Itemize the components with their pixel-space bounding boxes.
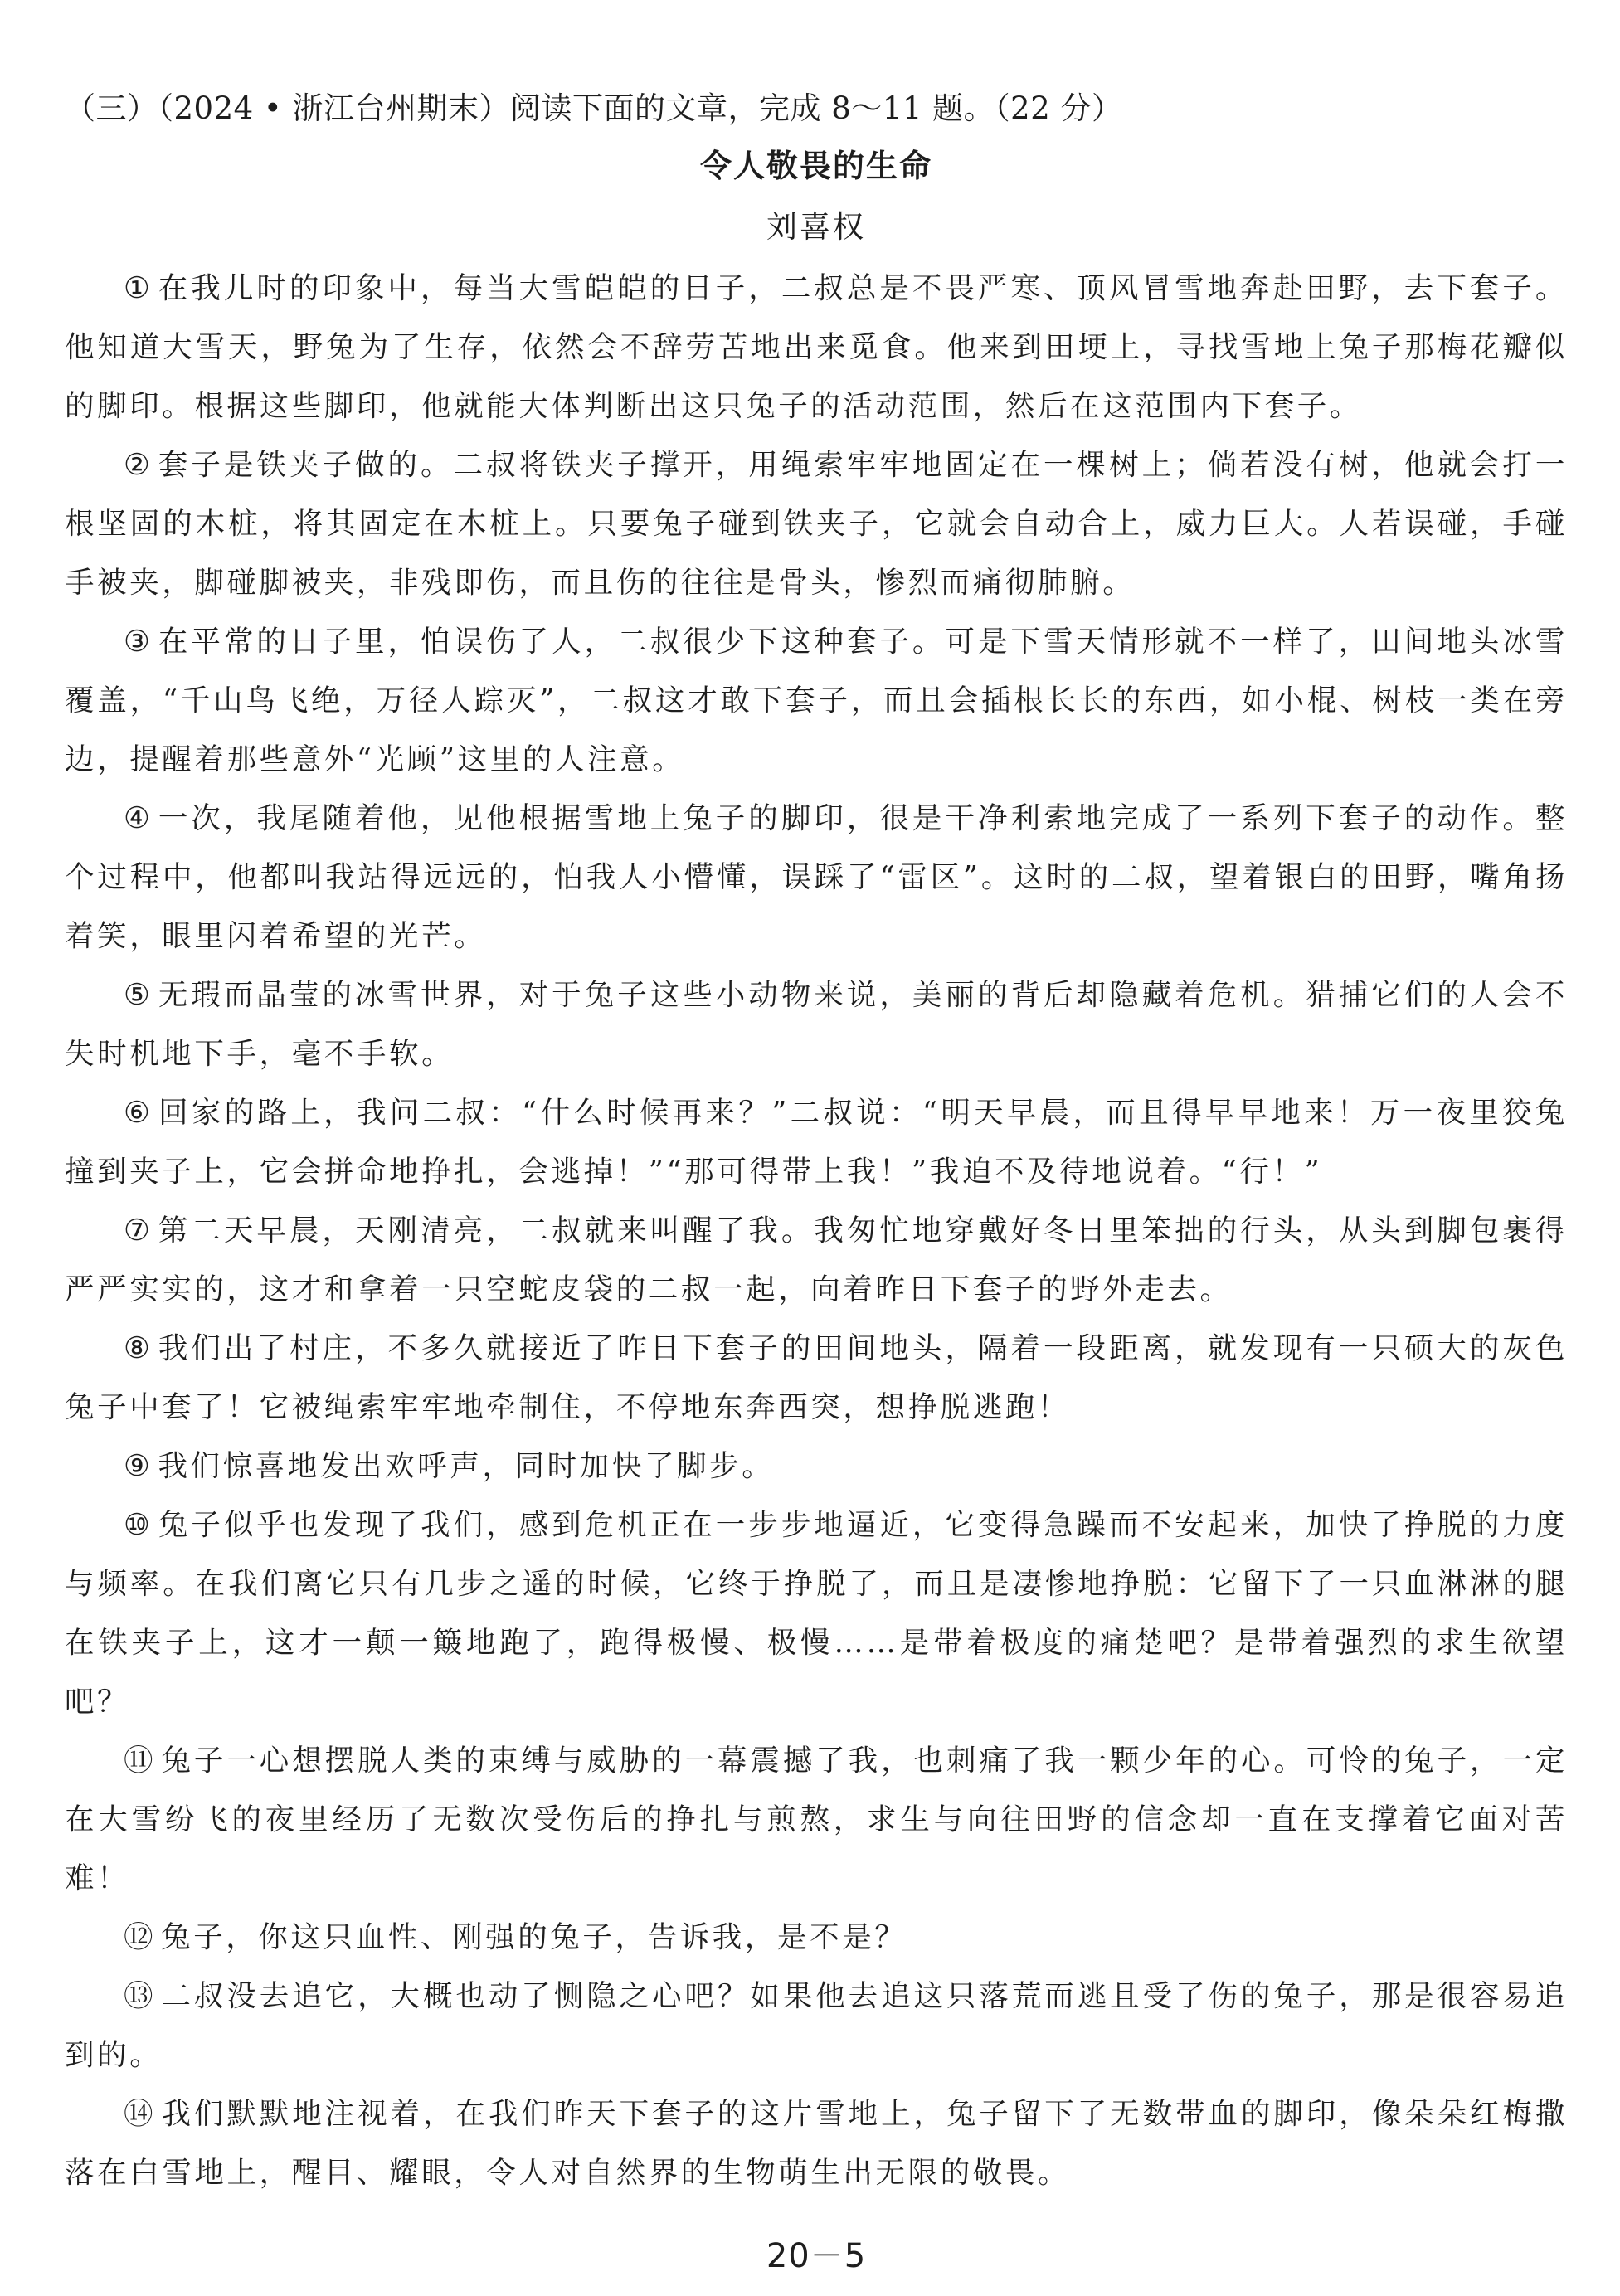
paragraph-12 [65,1908,1568,1967]
paragraph-number: ③ [124,625,153,659]
paragraph-9 [65,1437,1568,1496]
article-body [65,259,1568,2202]
paragraph-number: ⑨ [124,1449,153,1483]
paragraph-10 [65,1496,1568,1731]
document-page [65,80,1568,2275]
paragraph-number: ⑫ [124,1920,157,1954]
article-author: 刘喜权 [766,209,866,245]
paragraph-text: 二叔没去追它，大概也动了恻隐之心吧？如果他去追这只落荒而逃且受了伤的兔子，那是很容易追到的。 [65,1979,1568,2072]
paragraph-number: ⑤ [124,978,153,1012]
paragraph-number: ⑬ [124,1979,157,2013]
paragraph-text: 无瑕而晶莹的冰雪世界，对于兔子这些小动物来说，美丽的背后却隐藏着危机。猎捕它们的人会不失时机地下手，毫不手软。 [65,978,1568,1071]
paragraph-6 [65,1083,1568,1201]
paragraph-14 [65,2084,1568,2202]
paragraph-2 [65,435,1568,612]
paragraph-text: 在平常的日子里，怕误伤了人，二叔很少下这种套子。可是下雪天情形就不一样了，田间地头冰雪覆盖，“千山鸟飞绝，万径人踪灭”，二叔这才敢下套子，而且会插根长长的东西，如小棍、树枝一类在旁边，提醒着那些意外“光顾”这里的人注意。 [65,625,1568,776]
paragraph-text: 在我儿时的印象中，每当大雪皑皑的日子，二叔总是不畏严寒、顶风冒雪地奔赴田野，去下套子。他知道大雪天，野兔为了生存，依然会不辞劳苦地出来觅食。他来到田埂上，寻找雪地上兔子那梅花瓣似的脚印。根据这些脚印，他就能大体判断出这只兔子的活动范围，然后在这范围内下套子。 [65,271,1568,423]
question-header: （三）（2024 • 浙江台州期末）阅读下面的文章，完成 8～11 题。（22 分） [65,90,1123,126]
paragraph-number: ⑭ [124,2097,157,2131]
paragraph-text: 套子是铁夹子做的。二叔将铁夹子撑开，用绳索牢牢地固定在一棵树上；倘若没有树，他就会打一根坚固的木桩，将其固定在木桩上。只要兔子碰到铁夹子，它就会自动合上，威力巨大。人若误碰，手碰手被夹，脚碰脚被夹，非残即伤，而且伤的往往是骨头，惨烈而痛彻肺腑。 [65,448,1568,600]
paragraph-number: ⑪ [124,1744,157,1778]
paragraph-number: ④ [124,801,153,835]
paragraph-3 [65,612,1568,789]
paragraph-8 [65,1319,1568,1437]
paragraph-5 [65,966,1568,1083]
paragraph-7 [65,1201,1568,1319]
paragraph-text: 第二天早晨，天刚清亮，二叔就来叫醒了我。我匆忙地穿戴好冬日里笨拙的行头，从头到脚包裹得严严实实的，这才和拿着一只空蛇皮袋的二叔一起，向着昨日下套子的野外走去。 [65,1214,1568,1306]
paragraph-text: 兔子，你这只血性、刚强的兔子，告诉我，是不是？ [161,1920,907,1954]
paragraph-text: 回家的路上，我问二叔：“什么时候再来？”二叔说：“明天早晨，而且得早早地来！万一夜里狡兔撞到夹子上，它会拼命地挣扎，会逃掉！”“那可得带上我！”我迫不及待地说着。“行！” [65,1096,1568,1189]
paragraph-text: 兔子似乎也发现了我们，感到危机正在一步步地逼近，它变得急躁而不安起来，加快了挣脱的力度与频率。在我们离它只有几步之遥的时候，它终于挣脱了，而且是凄惨地挣脱：它留下了一只血淋淋的腿在铁夹子上，这才一颠一簸地跑了，跑得极慢、极慢……是带着极度的痛楚吧？是带着强烈的求生欲望吧？ [65,1508,1568,1719]
paragraph-text: 我们出了村庄，不多久就接近了昨日下套子的田间地头，隔着一段距离，就发现有一只硕大的灰色兔子中套了！它被绳索牢牢地牵制住，不停地东奔西突，想挣脱逃跑！ [65,1331,1568,1424]
paragraph-text: 我们默默地注视着，在我们昨天下套子的这片雪地上，兔子留下了无数带血的脚印，像朵朵红梅撒落在白雪地上，醒目、耀眼，令人对自然界的生物萌生出无限的敬畏。 [65,2097,1568,2190]
paragraph-number: ① [124,271,153,305]
paragraph-text: 兔子一心想摆脱人类的束缚与威胁的一幕震撼了我，也刺痛了我一颗少年的心。可怜的兔子，一定在大雪纷飞的夜里经历了无数次受伤后的挣扎与煎熬，求生与向往田野的信念却一直在支撑着它面对苦难！ [65,1744,1568,1895]
article-title: 令人敬畏的生命 [699,148,932,184]
page-number: 20－5 [766,2237,867,2275]
paragraph-1 [65,259,1568,435]
paragraph-4 [65,789,1568,966]
paragraph-number: ② [124,448,153,482]
paragraph-text: 一次，我尾随着他，见他根据雪地上兔子的脚印，很是干净利索地完成了一系列下套子的动作。整个过程中，他都叫我站得远远的，怕我人小懵懂，误踩了“雷区”。这时的二叔，望着银白的田野，嘴角扬着笑，眼里闪着希望的光芒。 [65,801,1568,953]
paragraph-13 [65,1967,1568,2084]
paragraph-11 [65,1731,1568,1908]
paragraph-text: 我们惊喜地发出欢呼声，同时加快了脚步。 [158,1449,775,1483]
paragraph-number: ⑥ [124,1096,154,1130]
paragraph-number: ⑦ [124,1214,153,1248]
paragraph-number: ⑧ [124,1331,153,1365]
paragraph-number: ⑩ [124,1508,153,1542]
